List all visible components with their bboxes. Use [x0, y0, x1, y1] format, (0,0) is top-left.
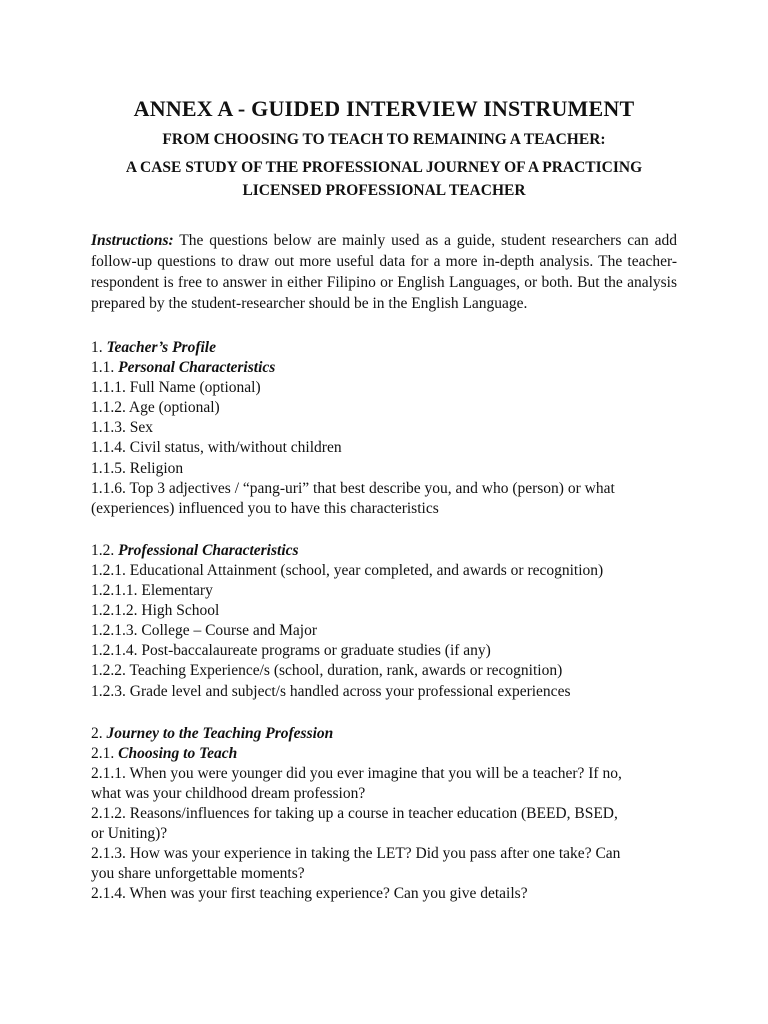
section-heading: [91, 338, 683, 358]
case-study-line-2: LICENSED PROFESSIONAL TEACHER: [242, 182, 526, 199]
list-item: 1.2.1.1. Elementary: [91, 582, 213, 600]
list-item: 1.2.2. Teaching Experience/s (school, duration, rank, awards or recognition): [91, 662, 563, 680]
list-item: 1.2.1.4. Post-baccalaureate programs or graduate studies (if any): [91, 642, 491, 660]
section-number: 2.: [91, 724, 107, 742]
list-item: 1.1.4. Civil status, with/without children: [91, 439, 342, 457]
list-item: 2.1.4. When was your first teaching experience? Can you give details?: [91, 885, 528, 903]
list-item: 1.1.5. Religion: [91, 459, 184, 477]
spacer: [91, 702, 683, 724]
subsection-title: Personal Characteristics: [118, 359, 276, 377]
spacer: [91, 519, 683, 541]
case-study-line-1: A CASE STUDY OF THE PROFESSIONAL JOURNEY OF A PRACTICING: [125, 159, 643, 176]
list-item: 2.1.3. How was your experience in taking the LET? Did you pass after one take? Can: [91, 845, 621, 863]
list-item: what was your childhood dream profession?: [91, 784, 366, 802]
instructions-text: The questions below are mainly used as a guide, student researchers can add follow-up questions to draw out more useful data for a more in-depth analysis. The teacher-respondent is free to answer in either Filipino or English Languages, or both. But the analysis prepared by the student-researcher should be in the English Language.: [91, 232, 677, 312]
section-title: Journey to the Teaching Profession: [106, 724, 334, 742]
subsection-number: 1.2.: [91, 541, 119, 559]
list-item: 2.1.1. When you were younger did you ever imagine that you will be a teacher? If no,: [91, 764, 622, 782]
list-item: 1.2.1.3. College – Course and Major: [91, 622, 318, 640]
list-item: 2.1.2. Reasons/influences for taking up a course in teacher education (BEED, BSED,: [91, 804, 618, 822]
list-item: you share unforgettable moments?: [91, 865, 305, 883]
subsection-number: 1.1.: [91, 359, 119, 377]
section-heading: [91, 724, 683, 744]
instructions-paragraph: [91, 230, 677, 314]
list-item: 1.1.6. Top 3 adjectives / “pang-uri” that best describe you, and who (person) or what: [91, 479, 615, 497]
list-item: 1.2.3. Grade level and subject/s handled across your professional experiences: [91, 682, 571, 700]
case-study-title: [80, 156, 688, 202]
list-item: 1.2.1.2. High School: [91, 602, 220, 620]
list-item: 1.1.3. Sex: [91, 419, 153, 437]
list-item: 1.2.1. Educational Attainment (school, year completed, and awards or recognition): [91, 561, 604, 579]
subsection-heading: [91, 358, 683, 378]
section-title: Teacher’s Profile: [106, 339, 216, 356]
list-item: 1.1.2. Age (optional): [91, 399, 220, 417]
subsection-heading: [91, 744, 683, 764]
page-title: ANNEX A - GUIDED INTERVIEW INSTRUMENT: [133, 96, 635, 121]
list-item: (experiences) influenced you to have this characteristics: [91, 499, 439, 517]
subsection-title: Choosing to Teach: [118, 744, 238, 762]
list-item: or Uniting)?: [91, 825, 168, 843]
list-item: 1.1.1. Full Name (optional): [91, 379, 261, 397]
page-subtitle: FROM CHOOSING TO TEACH TO REMAINING A TEACHER:: [162, 131, 606, 148]
section-number: 1.: [91, 339, 107, 356]
subsection-number: 2.1.: [91, 744, 119, 762]
question-list: [91, 338, 683, 904]
subsection-title: Professional Characteristics: [118, 541, 299, 559]
subsection-heading: [91, 541, 683, 561]
instructions-label: Instructions:: [91, 232, 174, 249]
